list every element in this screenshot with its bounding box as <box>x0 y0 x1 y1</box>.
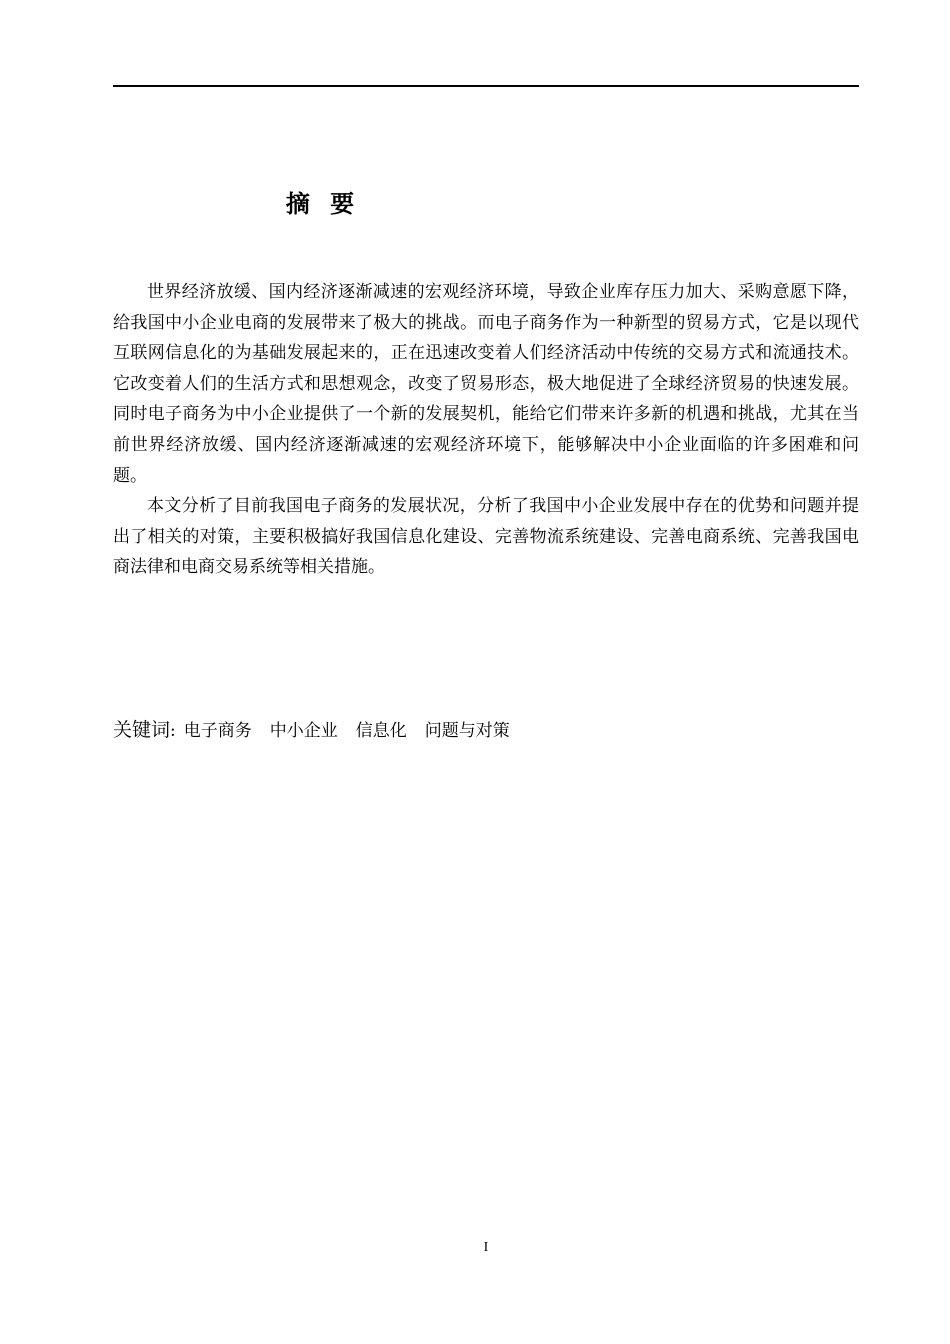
keywords-separator: : <box>170 721 176 741</box>
page-number: I <box>483 1240 489 1255</box>
keyword-item: 中小企业 <box>269 721 338 741</box>
abstract-title: 摘 要 <box>285 190 361 218</box>
keyword-item: 问题与对策 <box>424 721 510 741</box>
abstract-body <box>113 277 859 583</box>
abstract-paragraph-2: 本文分析了目前我国电子商务的发展状况，分析了我国中小企业发展中存在的优势和问题并提出了相关的对策，主要积极搞好我国信息化建设、完善物流系统建设、完善电商系统、完善我国电商法律和电商交易系统等相关措施。 <box>113 496 859 578</box>
keyword-item: 信息化 <box>355 721 407 741</box>
abstract-paragraph-1: 世界经济放缓、国内经济逐渐减速的宏观经济环境，导致企业库存压力加大、采购意愿下降，给我国中小企业电商的发展带来了极大的挑战。而电子商务作为一种新型的贸易方式，它是以现代互联网信息化的为基础发展起来的，正在迅速改变着人们经济活动中传统的交易方式和流通技术。它改变着人们的生活方式和思想观念，改变了贸易形态，极大地促进了全球经济贸易的快速发展。同时电子商务为中小企业提供了一个新的发展契机，能给它们带来许多新的机遇和挑战，尤其在当前世界经济放缓、国内经济逐渐减速的宏观经济环境下，能够解决中小企业面临的许多困难和问题。 <box>113 282 859 486</box>
keywords-line <box>113 714 859 747</box>
keywords-label: 关键词 <box>113 719 171 741</box>
header-rule <box>113 85 859 87</box>
keyword-item: 电子商务 <box>183 721 252 741</box>
